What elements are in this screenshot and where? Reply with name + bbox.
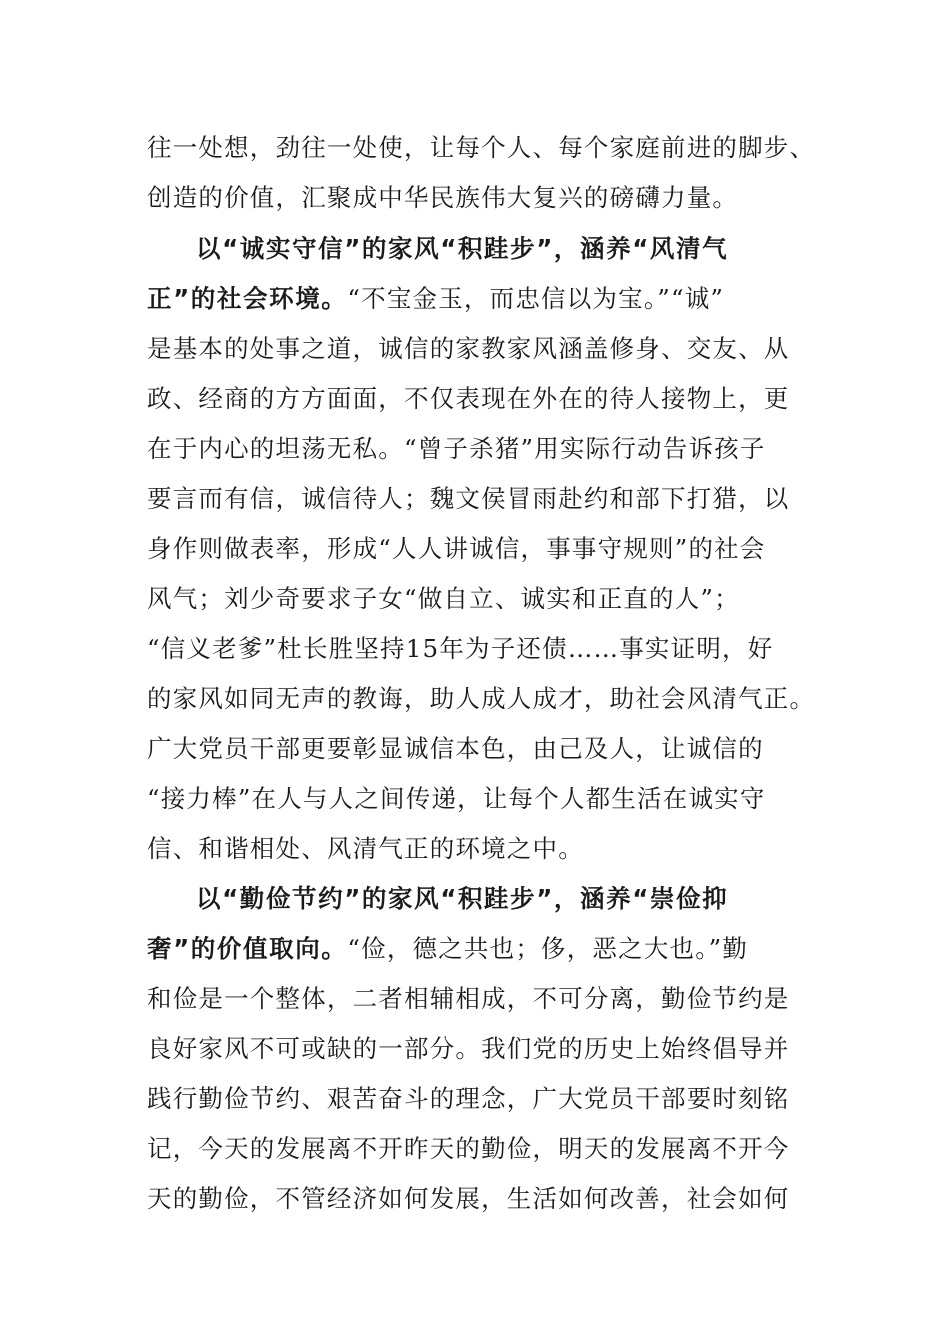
body-line: 正”的社会环境。“不宝金玉，而忠信以为宝。”“诚” (147, 284, 725, 313)
body-line: 要言而有信，诚信待人；魏文侯冒雨赴约和部下打猎，以 (147, 484, 790, 513)
body-line: “接力棒”在人与人之间传递，让每个人都生活在诚实守 (147, 784, 766, 813)
section-heading: 以“勤俭节约”的家风“积跬步”，涵养“崇俭抑 (196, 884, 729, 913)
body-line: 广大党员干部更要彰显诚信本色，由己及人，让诚信的 (147, 734, 764, 763)
section-heading-tail: 正”的社会环境。 (147, 284, 348, 313)
body-line: 身作则做表率，形成“人人讲诚信，事事守规则”的社会 (147, 534, 766, 563)
body-line: 创造的价值，汇聚成中华民族伟大复兴的磅礴力量。 (147, 183, 739, 212)
body-line: 记，今天的发展离不开昨天的勤俭，明天的发展离不开今 (147, 1134, 790, 1163)
body-line: 在于内心的坦荡无私。“曾子杀猪”用实际行动告诉孩子 (147, 434, 766, 463)
body-line: 践行勤俭节约、艰苦奋斗的理念，广大党员干部要时刻铭 (147, 1084, 790, 1113)
body-line: 是基本的处事之道，诚信的家教家风涵盖修身、交友、从 (147, 334, 790, 363)
body-line: 的家风如同无声的教诲，助人成人成才，助社会风清气正。 (147, 684, 816, 713)
body-line: 信、和谐相处、风清气正的环境之中。 (147, 834, 584, 863)
body-line: 往一处想，劲往一处使，让每个人、每个家庭前进的脚步、 (147, 133, 816, 162)
body-line: “信义老爹”杜长胜坚持15年为子还债……事实证明，好 (147, 634, 774, 663)
body-line: 良好家风不可或缺的一部分。我们党的历史上始终倡导并 (147, 1034, 790, 1063)
section-heading: 以“诚实守信”的家风“积跬步”，涵养“风清气 (196, 234, 729, 263)
section-heading-tail: 奢”的价值取向。 (147, 934, 348, 963)
body-line: 天的勤俭，不管经济如何发展，生活如何改善，社会如何 (147, 1184, 790, 1213)
body-line: 政、经商的方方面面，不仅表现在外在的待人接物上，更 (147, 384, 790, 413)
body-line: 和俭是一个整体，二者相辅相成，不可分离，勤俭节约是 (147, 984, 790, 1013)
body-line: 风气；刘少奇要求子女“做自立、诚实和正直的人”； (147, 584, 740, 613)
body-line: 奢”的价值取向。“俭，德之共也；侈，恶之大也。”勤 (147, 934, 749, 963)
